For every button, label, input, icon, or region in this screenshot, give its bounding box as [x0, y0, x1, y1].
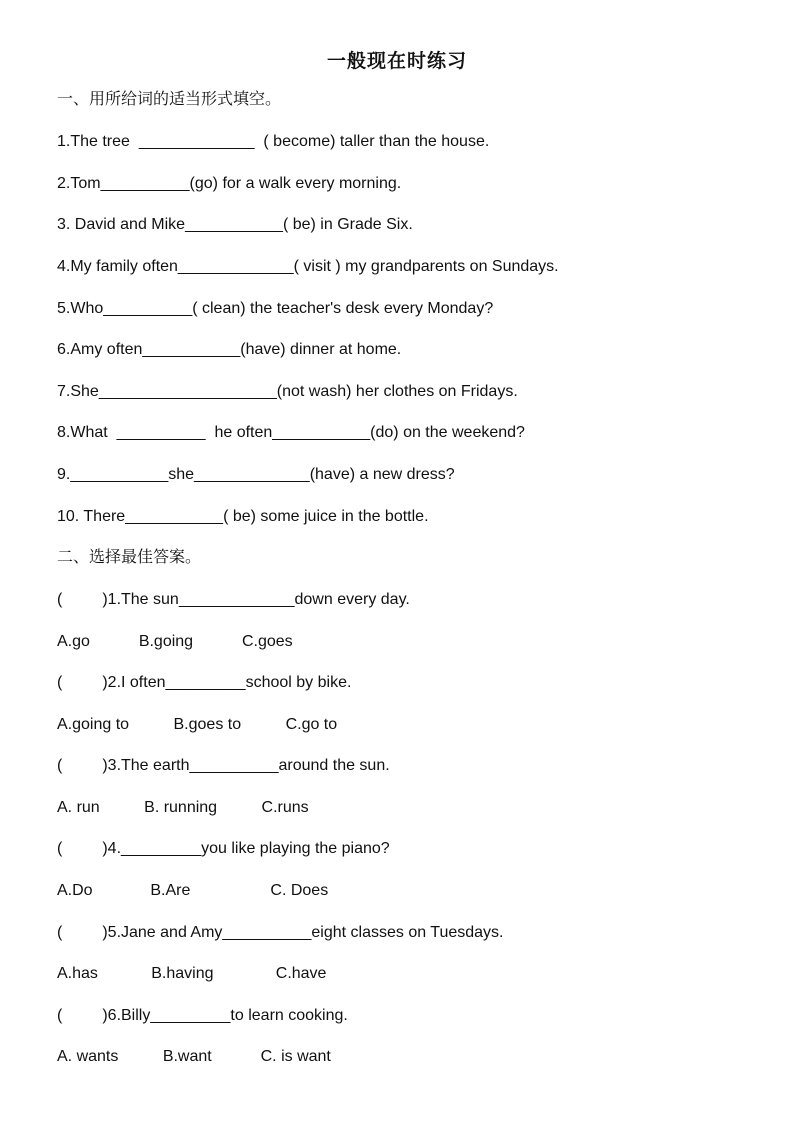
choice-options-4: A.Do B.Are C. Does [57, 882, 329, 899]
choice-question-3: ( )3.The earth__________around the sun. [57, 757, 390, 774]
choice-options-1: A.go B.going C.goes [57, 633, 293, 650]
fill-item-6: 6.Amy often___________(have) dinner at home. [57, 341, 402, 358]
worksheet-title: 一般现在时练习 [326, 51, 467, 72]
fill-item-3: 3. David and Mike___________( be) in Grade Six. [57, 216, 413, 233]
fill-item-2: 2.Tom__________(go) for a walk every morning. [57, 175, 402, 192]
choice-question-2: ( )2.I often_________school by bike. [57, 674, 352, 691]
choice-question-4: ( )4._________you like playing the piano? [57, 840, 390, 857]
choice-question-1: ( )1.The sun_____________down every day. [57, 591, 410, 608]
fill-item-9: 9.___________she_____________(have) a new dress? [57, 466, 455, 483]
choice-options-5: A.has B.having C.have [57, 965, 327, 982]
choice-question-5: ( )5.Jane and Amy__________eight classes on Tuesdays. [57, 924, 504, 941]
fill-item-1: 1.The tree _____________ ( become) taller than the house. [57, 133, 490, 150]
fill-item-10: 10. There___________( be) some juice in the bottle. [57, 508, 429, 525]
choice-options-3: A. run B. running C.runs [57, 799, 309, 816]
fill-item-7: 7.She____________________(not wash) her clothes on Fridays. [57, 383, 518, 400]
section1-heading: 一、用所给词的适当形式填空。 [57, 91, 282, 108]
section2-heading: 二、选择最佳答案。 [57, 549, 202, 566]
choice-options-2: A.going to B.goes to C.go to [57, 716, 338, 733]
fill-item-4: 4.My family often_____________( visit ) my grandparents on Sundays. [57, 258, 559, 275]
choice-question-6: ( )6.Billy_________to learn cooking. [57, 1007, 348, 1024]
choice-options-6: A. wants B.want C. is want [57, 1048, 331, 1065]
fill-item-5: 5.Who__________( clean) the teacher's desk every Monday? [57, 300, 494, 317]
fill-item-8: 8.What __________ he often___________(do) on the weekend? [57, 424, 525, 441]
